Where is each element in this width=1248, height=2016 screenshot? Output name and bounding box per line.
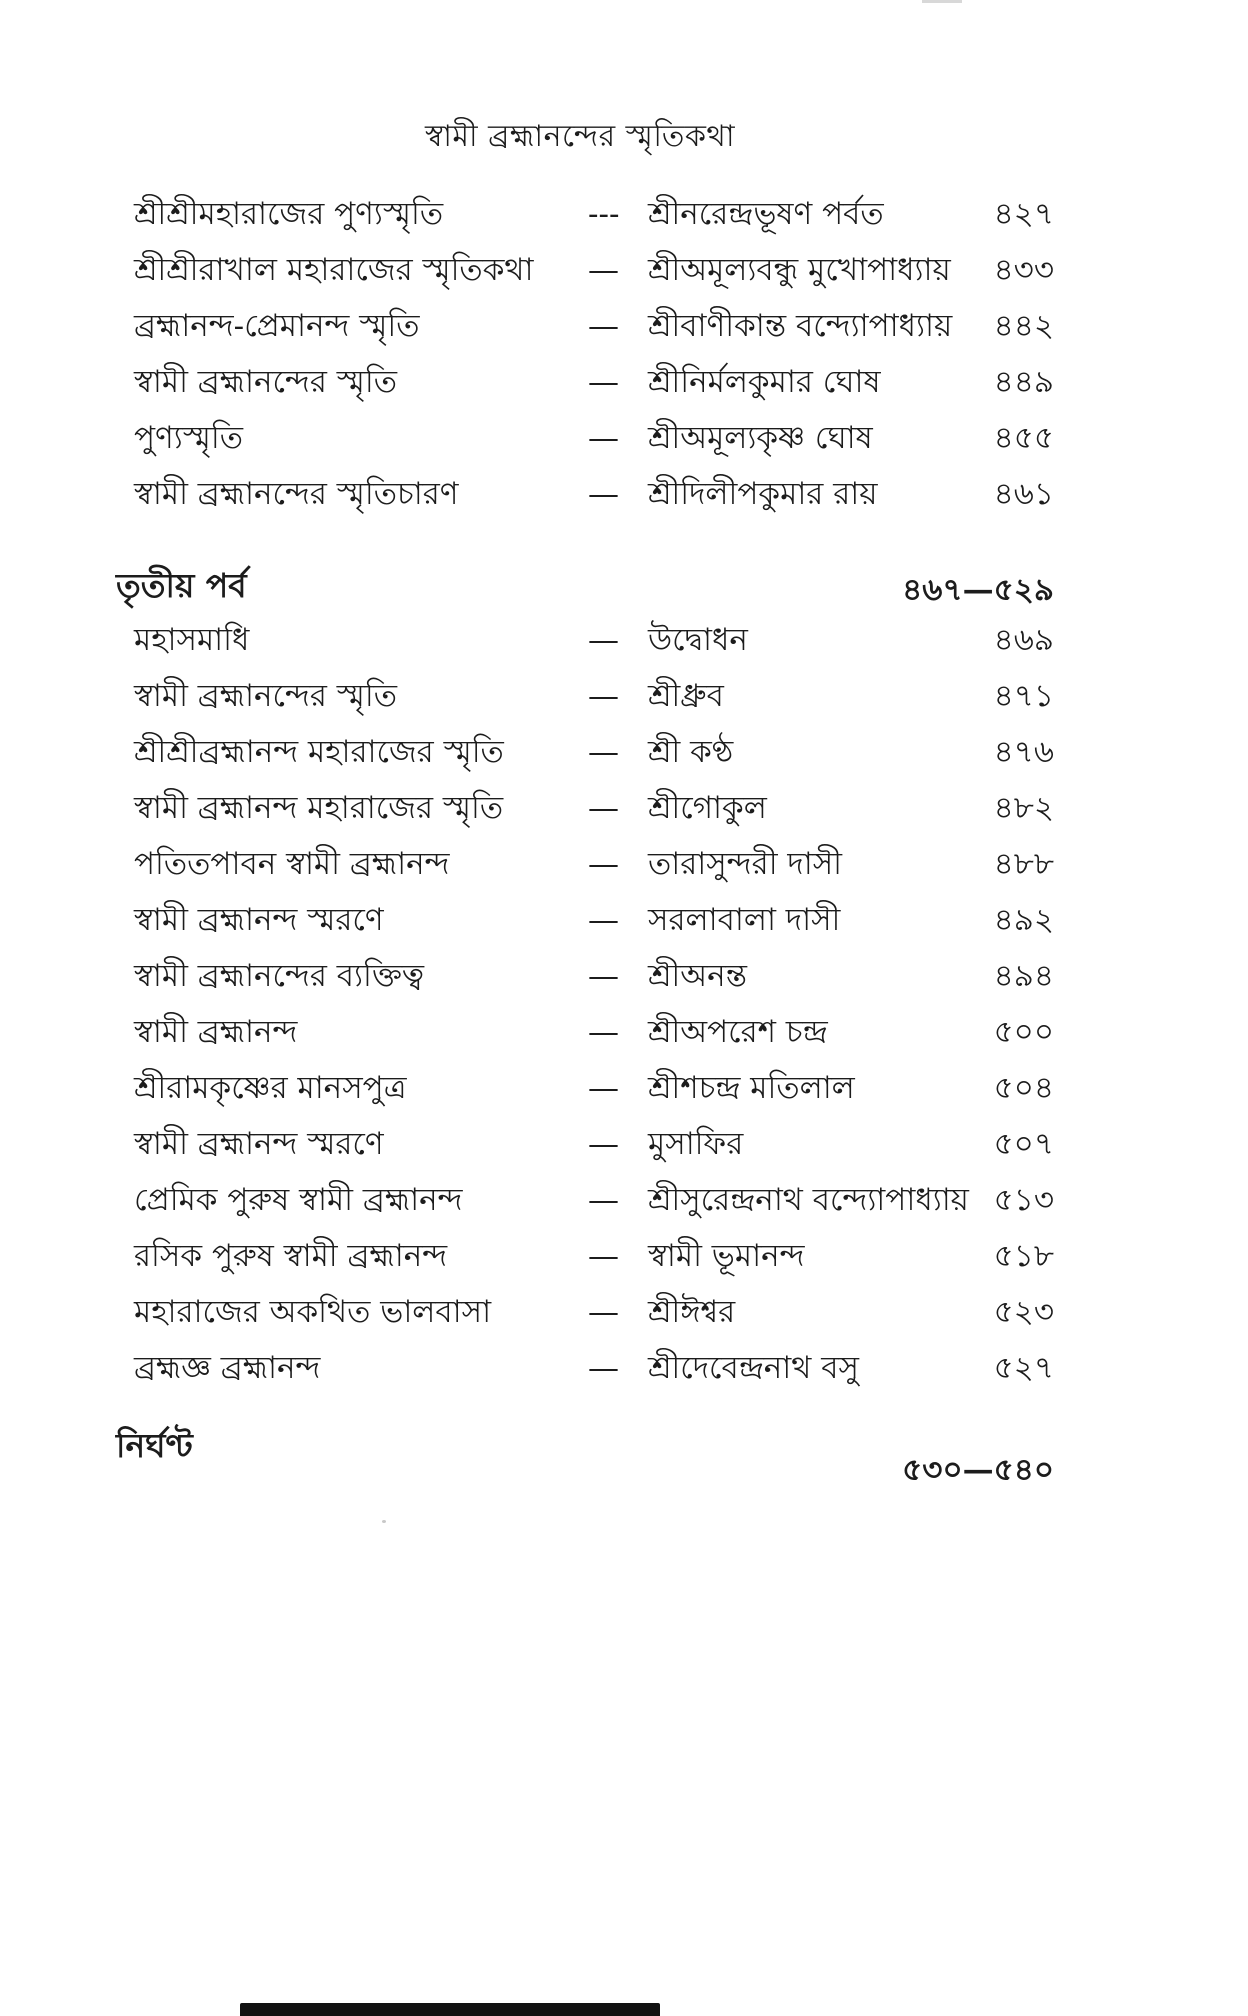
entry-dash: — [588, 1182, 619, 1218]
entry-dash: — [588, 1014, 619, 1050]
entry-dash: — [588, 734, 619, 770]
section-heading: তৃতীয় পর্ব [116, 566, 247, 605]
entry-author: শ্রীশচন্দ্র মতিলাল [648, 1070, 855, 1106]
entry-author: শ্রী কণ্ঠ [648, 734, 734, 770]
entry-dash: — [588, 364, 619, 400]
toc-entry [0, 468, 1248, 520]
entry-dash: — [588, 622, 619, 658]
entry-page-number: ৫১৮ [993, 1238, 1054, 1274]
entry-author: শ্রীগোকুল [648, 790, 767, 826]
toc-entry [0, 726, 1248, 778]
entry-author: মুসাফির [648, 1126, 744, 1162]
entry-title: শ্রীশ্রীরাখাল মহারাজের স্মৃতিকথা [134, 252, 534, 288]
toc-entry [0, 782, 1248, 834]
toc-entry [0, 838, 1248, 890]
entry-page-number: ৪৭১ [993, 678, 1054, 714]
entry-dash: — [588, 790, 619, 826]
entry-page-number: ৫২৩ [993, 1294, 1054, 1330]
entry-title: প্রেমিক পুরুষ স্বামী ব্রহ্মানন্দ [134, 1182, 463, 1218]
entry-author: শ্রীদিলীপকুমার রায় [648, 476, 878, 512]
entry-page-number: ৪৬৯ [993, 622, 1054, 658]
toc-entry [0, 1174, 1248, 1226]
entry-page-number: ৫০৭ [993, 1126, 1054, 1162]
entry-author: শ্রীঅনন্ত [648, 958, 747, 994]
entry-title: শ্রীরামকৃষ্ণের মানসপুত্র [134, 1070, 407, 1106]
entry-author: উদ্বোধন [648, 622, 748, 658]
entry-dash: — [588, 1070, 619, 1106]
toc-entry [0, 614, 1248, 666]
entry-title: মহাসমাধি [134, 622, 250, 658]
entry-dash: — [588, 308, 619, 344]
entry-page-number: ৪৮৮ [993, 846, 1054, 882]
entry-title: স্বামী ব্রহ্মানন্দের ব্যক্তিত্ব [134, 958, 425, 994]
entry-dash: — [588, 902, 619, 938]
toc-entry [0, 300, 1248, 352]
scan-binding-edge [240, 2003, 660, 2016]
entry-page-number: ৫২৭ [993, 1350, 1054, 1386]
entry-dash: — [588, 420, 619, 456]
entry-dash: — [588, 678, 619, 714]
entry-dash: --- [588, 196, 620, 232]
entry-dash: — [588, 1350, 619, 1386]
entry-author: শ্রীনির্মলকুমার ঘোষ [648, 364, 881, 400]
entry-page-number: ৫০০ [993, 1014, 1054, 1050]
entry-author: শ্রীবাণীকান্ত বন্দ্যোপাধ্যায় [648, 308, 953, 344]
entry-author: শ্রীদেবেন্দ্রনাথ বসু [648, 1350, 859, 1386]
entry-page-number: ৪৪৯ [993, 364, 1054, 400]
entry-title: স্বামী ব্রহ্মানন্দ স্মরণে [134, 902, 384, 938]
entry-author: শ্রীঅমূল্যবন্ধু মুখোপাধ্যায় [648, 252, 951, 288]
entry-author: তারাসুন্দরী দাসী [648, 846, 843, 882]
entry-author: শ্রীধ্রুব [648, 678, 724, 714]
entry-page-number: ৪৪২ [993, 308, 1054, 344]
entry-page-number: ৪২৭ [993, 196, 1054, 232]
index-heading: নির্ঘণ্ট [116, 1426, 193, 1465]
toc-entry [0, 1342, 1248, 1394]
entry-title: শ্রীশ্রীব্রহ্মানন্দ মহারাজের স্মৃতি [134, 734, 504, 770]
entry-page-number: ৫০৪ [993, 1070, 1054, 1106]
entry-author: শ্রীঈশ্বর [648, 1294, 736, 1330]
entry-title: মহারাজের অকথিত ভালবাসা [134, 1294, 492, 1330]
entry-title: স্বামী ব্রহ্মানন্দ মহারাজের স্মৃতি [134, 790, 504, 826]
entry-dash: — [588, 1238, 619, 1274]
toc-entry [0, 670, 1248, 722]
entry-author: শ্রীঅপরেশ চন্দ্র [648, 1014, 828, 1050]
entry-title: স্বামী ব্রহ্মানন্দ স্মরণে [134, 1126, 384, 1162]
scan-edge-mark [922, 0, 962, 3]
entry-page-number: ৪৯২ [993, 902, 1054, 938]
entry-author: শ্রীসুরেন্দ্রনাথ বন্দ্যোপাধ্যায় [648, 1182, 969, 1218]
toc-entry [0, 356, 1248, 408]
entry-title: পতিতপাবন স্বামী ব্রহ্মানন্দ [134, 846, 450, 882]
entry-dash: — [588, 476, 619, 512]
toc-entry [0, 950, 1248, 1002]
entry-dash: — [588, 1126, 619, 1162]
toc-entry [0, 1062, 1248, 1114]
toc-entry [0, 1286, 1248, 1338]
toc-entry [0, 894, 1248, 946]
entry-title: স্বামী ব্রহ্মানন্দের স্মৃতি [134, 678, 397, 714]
entry-page-number: ৪৮২ [993, 790, 1054, 826]
entry-page-number: ৪৭৬ [993, 734, 1054, 770]
entry-page-number: ৪৯৪ [993, 958, 1054, 994]
entry-dash: — [588, 958, 619, 994]
entry-title: শ্রীশ্রীমহারাজের পুণ্যস্মৃতি [134, 196, 444, 232]
entry-dash: — [588, 846, 619, 882]
toc-entry [0, 244, 1248, 296]
entry-title: স্বামী ব্রহ্মানন্দের স্মৃতিচারণ [134, 476, 459, 512]
toc-entry [0, 1118, 1248, 1170]
scan-speck [382, 1520, 386, 1523]
toc-entry [0, 1006, 1248, 1058]
running-head: স্বামী ব্রহ্মানন্দের স্মৃতিকথা [424, 119, 736, 154]
entry-page-number: ৫১৩ [993, 1182, 1054, 1218]
toc-entry [0, 188, 1248, 240]
entry-author: শ্রীঅমূল্যকৃষ্ণ ঘোষ [648, 420, 873, 456]
entry-title: ব্রহ্মজ্ঞ ব্রহ্মানন্দ [134, 1350, 321, 1386]
toc-entry [0, 412, 1248, 464]
entry-title: ব্রহ্মানন্দ-প্রেমানন্দ স্মৃতি [134, 308, 420, 344]
entry-dash: — [588, 1294, 619, 1330]
entry-dash: — [588, 252, 619, 288]
entry-title: রসিক পুরুষ স্বামী ব্রহ্মানন্দ [134, 1238, 448, 1274]
section-page-range: ৪৬৭—৫২৯ [902, 572, 1054, 608]
entry-page-number: ৪৬১ [993, 476, 1054, 512]
entry-author: স্বামী ভূমানন্দ [648, 1238, 805, 1274]
toc-entry [0, 1230, 1248, 1282]
entry-page-number: ৪৩৩ [993, 252, 1054, 288]
entry-title: স্বামী ব্রহ্মানন্দ [134, 1014, 298, 1050]
entry-title: পুণ্যস্মৃতি [134, 420, 244, 456]
entry-title: স্বামী ব্রহ্মানন্দের স্মৃতি [134, 364, 397, 400]
entry-author: সরলাবালা দাসী [648, 902, 841, 938]
index-page-range: ৫৩০—৫৪০ [902, 1452, 1054, 1488]
entry-page-number: ৪৫৫ [993, 420, 1054, 456]
entry-author: শ্রীনরেন্দ্রভূষণ পর্বত [648, 196, 884, 232]
